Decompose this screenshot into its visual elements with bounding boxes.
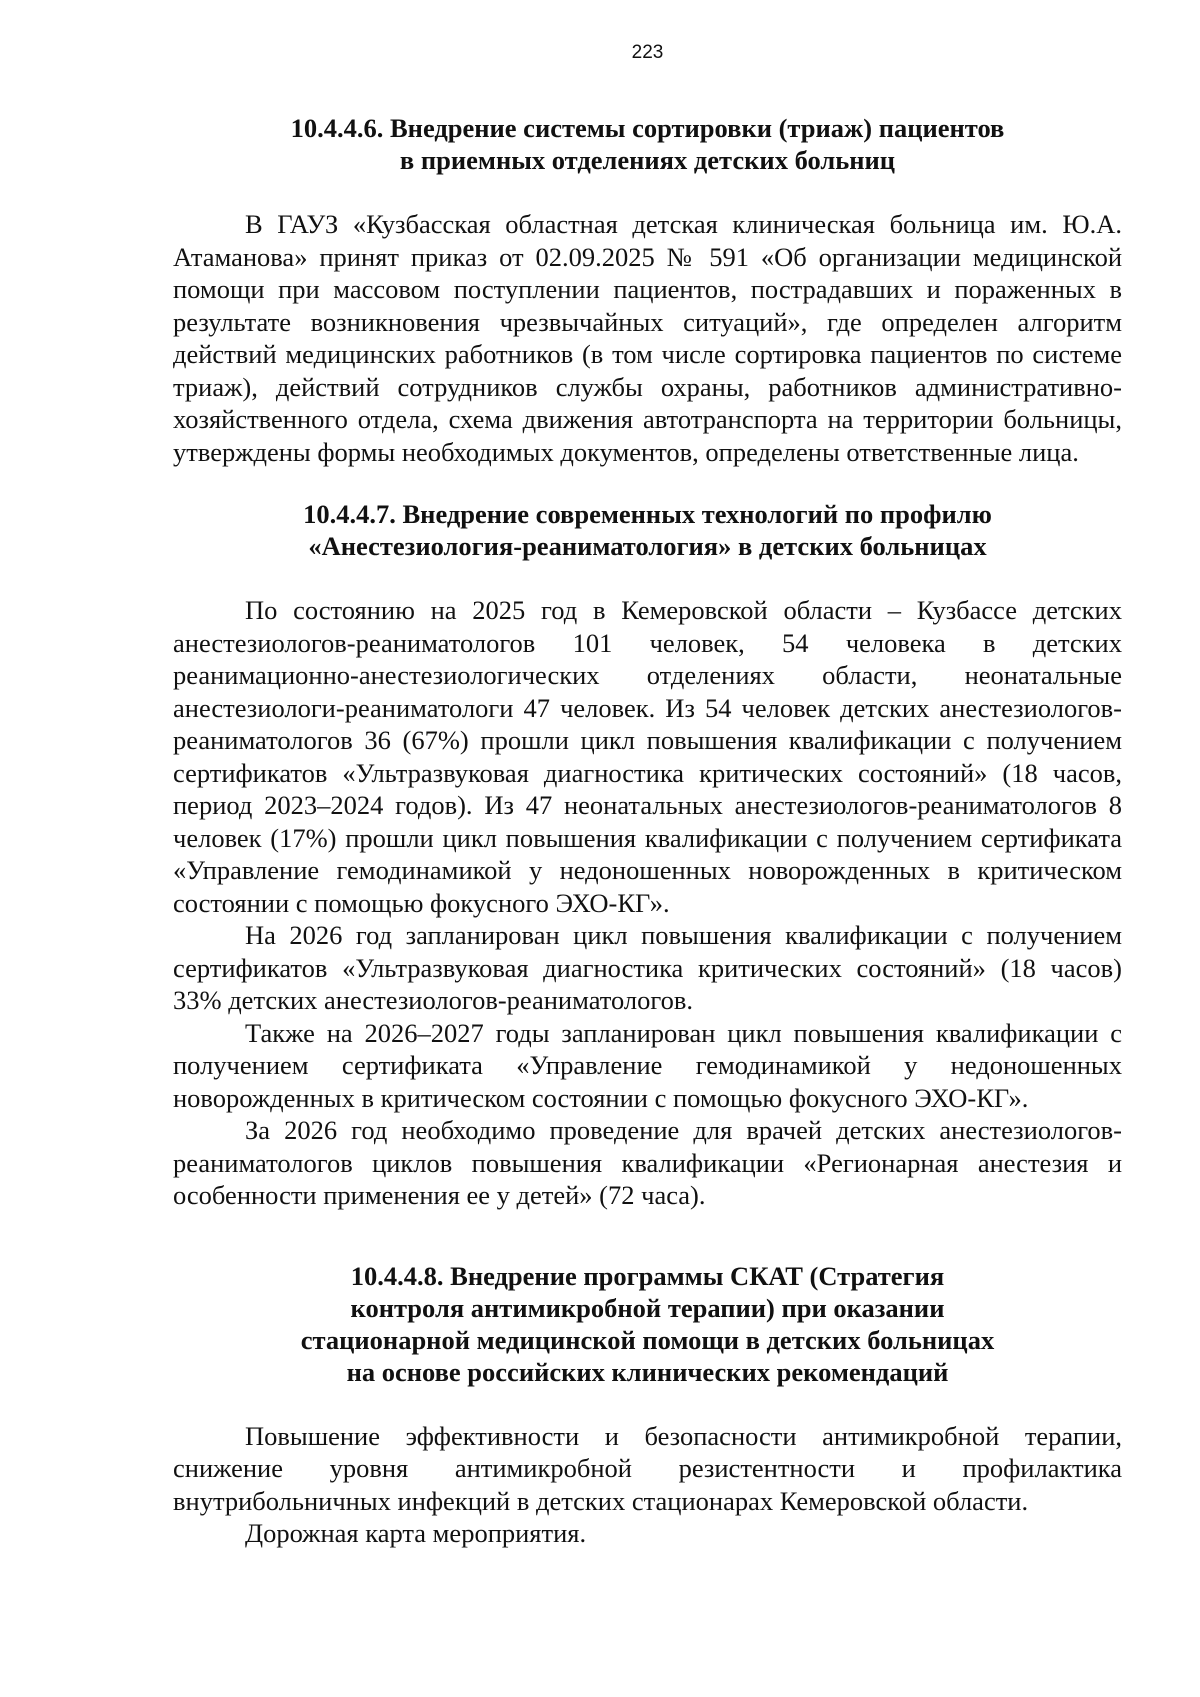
heading-line: в приемных отделениях детских больниц	[399, 145, 896, 175]
paragraph: Повышение эффективности и безопасности антимикробной терапии, снижение уровня антимикробной резистентности и профилактика внутрибольничных инфекций в детских стационарах Кемеровской области.	[173, 1420, 1122, 1516]
section-heading-10-4-4-6	[173, 112, 1122, 176]
paragraph: За 2026 год необходимо проведение для врачей детских анестезиологов-реаниматологов циклов повышения квалификации «Регионарная анестезия и особенности применения ее у детей» (72 часа).	[173, 1115, 1122, 1210]
paragraph: Также на 2026–2027 годы запланирован цикл повышения квалификации с получением сертификата «Управление гемодинамикой у недоношенных новорожденных в критическом состоянии с помощью фокусного ЭХО-КГ».	[173, 1017, 1122, 1113]
section-heading-10-4-4-8	[173, 1260, 1122, 1388]
section-heading-10-4-4-7	[173, 498, 1122, 562]
paragraph: По состоянию на 2025 год в Кемеровской области – Кузбассе детских анестезиологов-реаниматологов 101 человек, 54 человека в детских реанимационно-анестезиологических отделениях области, неонатальные анестезиологи-реаниматологи 47 человек. Из 54 человек детских анестезиологов-реаниматологов 36 (67%) прошли цикл повышения квалификации с получением сертификатов «Ультразвуковая диагностика критических состояний» (18 часов, период 2023–2024 годов). Из 47 неонатальных анестезиологов-реаниматологов 8 человек (17%) прошли цикл повышения квалификации с получением сертификата «Управление гемодинамикой у недоношенных новорожденных в критическом состоянии с помощью фокусного ЭХО-КГ».	[173, 595, 1122, 918]
heading-line: 10.4.4.6. Внедрение системы сортировки (триаж) пациентов	[290, 113, 1005, 143]
heading-line: 10.4.4.8. Внедрение программы СКАТ (Стратегия	[350, 1260, 945, 1291]
heading-line: «Анестезиология-реаниматология» в детских больницах	[308, 531, 987, 561]
page-number: 223	[631, 42, 664, 63]
heading-line: на основе российских клинических рекомендаций	[346, 1356, 949, 1387]
paragraph: На 2026 год запланирован цикл повышения квалификации с получением сертификатов «Ультразвуковая диагностика критических состояний» (18 часов) 33% детских анестезиологов-реаниматологов.	[173, 920, 1122, 1015]
paragraph: В ГАУЗ «Кузбасская областная детская клиническая больница им. Ю.А. Атаманова» принят приказ от 02.09.2025 № 591 «Об организации медицинской помощи при массовом поступлении пациентов, пострадавших и пораженных в результате возникновения чрезвычайных ситуаций», где определен алгоритм действий медицинских работников (в том числе сортировка пациентов по системе триаж), действий сотрудников службы охраны, работников административно-хозяйственного отдела, схема движения автотранспорта на территории больницы, утверждены формы необходимых документов, определены ответственные лица.	[173, 209, 1122, 467]
paragraph: Дорожная карта мероприятия.	[245, 1518, 587, 1548]
heading-line: стационарной медицинской помощи в детских больницах	[300, 1324, 995, 1355]
heading-line: контроля антимикробной терапии) при оказании	[350, 1292, 945, 1323]
heading-line: 10.4.4.7. Внедрение современных технологий по профилю	[303, 499, 992, 529]
